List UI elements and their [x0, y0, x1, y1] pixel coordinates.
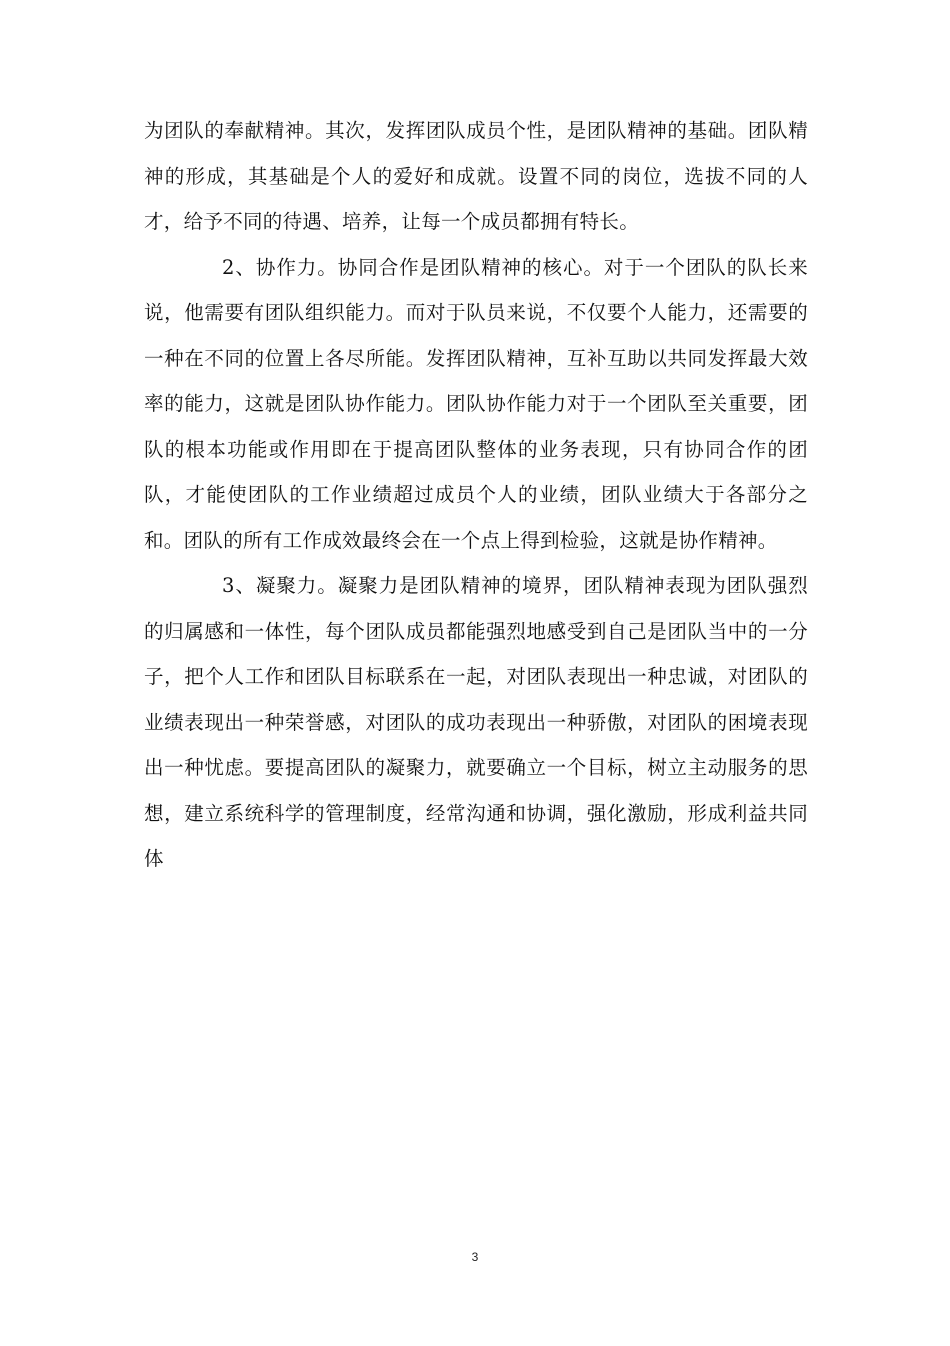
paragraph-cohesion: 3、凝聚力。凝聚力是团队精神的境界，团队精神表现为团队强烈的归属感和一体性，每个团队成员都能强烈地感受到自己是团队当中的一分子，把个人工作和团队目标联系在一起，对团队表现出一种忠诚，对团队的业绩表现出一种荣誉感，对团队的成功表现出一种骄傲，对团队的困境表现出一种忧虑。要提高团队的凝聚力，就要确立一个目标，树立主动服务的思想，建立系统科学的管理制度，经常沟通和协调，强化激励，形成利益共同体 [144, 574, 808, 870]
body-text [144, 108, 808, 882]
page-number: 3 [471, 1250, 479, 1264]
paragraph-team-dedication: 为团队的奉献精神。其次，发挥团队成员个性，是团队精神的基础。团队精神的形成，其基础是个人的爱好和成就。设置不同的岗位，选拔不同的人才，给予不同的待遇、培养，让每一个成员都拥有特长。 [144, 119, 808, 233]
paragraph-collaboration: 2、协作力。协同合作是团队精神的核心。对于一个团队的队长来说，他需要有团队组织能力。而对于队员来说，不仅要个人能力，还需要的一种在不同的位置上各尽所能。发挥团队精神，互补互助以共同发挥最大效率的能力，这就是团队协作能力。团队协作能力对于一个团队至关重要，团队的根本功能或作用即在于提高团队整体的业务表现，只有协同合作的团队，才能使团队的工作业绩超过成员个人的业绩，团队业绩大于各部分之和。团队的所有工作成效最终会在一个点上得到检验，这就是协作精神。 [144, 255, 808, 552]
